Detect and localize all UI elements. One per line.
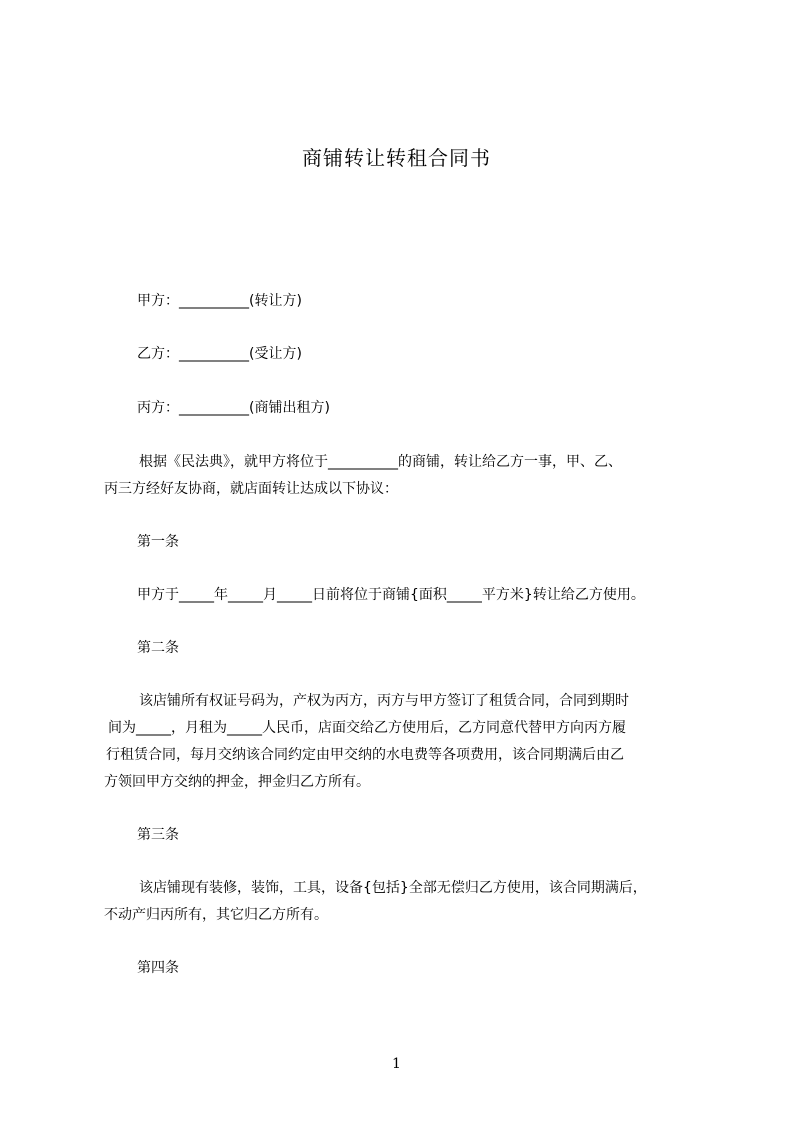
article-3-heading: 第三条 [137,827,179,843]
page-number: 1 [392,1056,401,1072]
preamble-line-2: 丙三方经好友协商，就店面转让达成以下协议： [104,481,398,497]
article-2-heading: 第二条 [137,640,179,656]
article-2-line-4: 方领回甲方交纳的押金，押金归乙方所有。 [104,774,370,790]
article-1-heading: 第一条 [137,534,179,550]
party-c-line: 丙方：__________(商铺出租方) [137,400,330,416]
party-b-line: 乙方：__________(受让方) [137,346,302,362]
document-title: 商铺转让转租合同书 [302,146,491,170]
article-4-heading: 第四条 [137,960,179,976]
article-3-line-2: 不动产归丙所有，其它归乙方所有。 [104,907,328,923]
preamble-line-1: 根据《民法典》，就甲方将位于__________的商铺，转让给乙方一事，甲、乙、 [139,454,622,470]
article-1-line-1: 甲方于_____年_____月_____日前将位于商铺{面积_____平方米}转让给乙方使用。 [137,587,645,603]
article-2-line-1: 该店铺所有权证号码为，产权为丙方，丙方与甲方签订了租赁合同，合同到期时 [139,693,629,709]
article-3-line-1: 该店铺现有装修，装饰，工具，设备{包括}全部无偿归乙方使用，该合同期满后， [139,880,647,896]
article-2-line-3: 行租赁合同，每月交纳该合同约定由甲交纳的水电费等各项费用，该合同期满后由乙 [106,747,624,763]
party-a-line: 甲方：__________(转让方) [137,293,302,309]
article-2-line-2: 间为_____，月租为_____人民币，店面交给乙方使用后，乙方同意代替甲方向丙方履 [108,720,626,736]
